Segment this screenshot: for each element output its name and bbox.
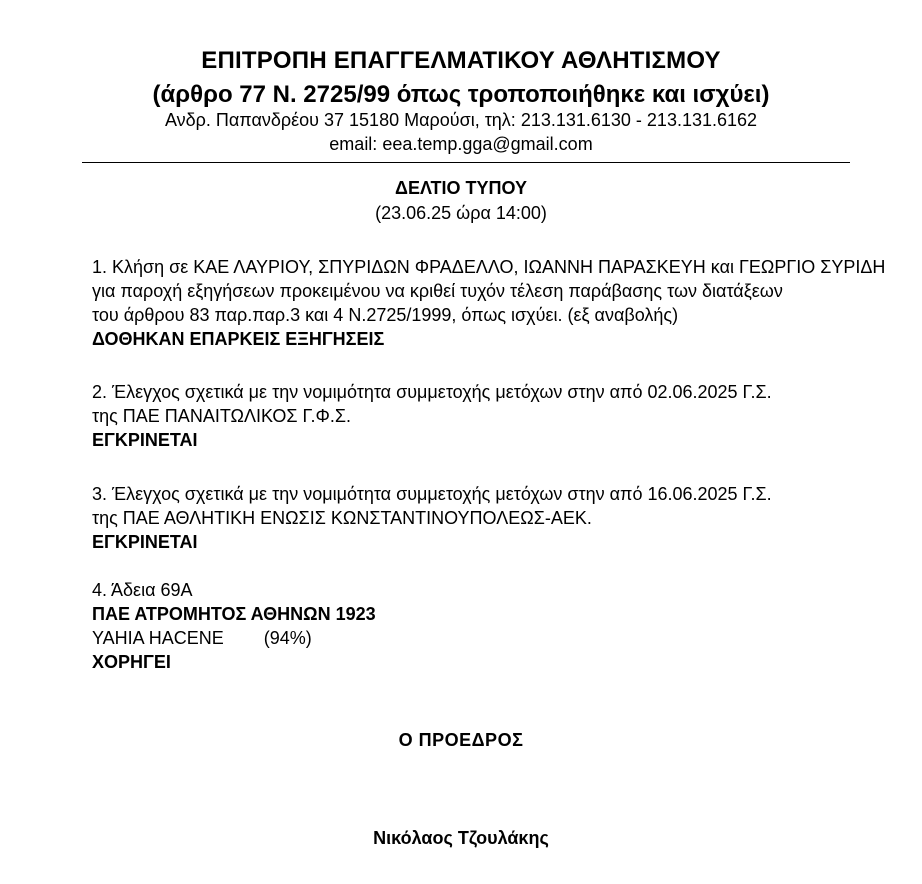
- agenda-item-1: [92, 255, 914, 351]
- item-text: του άρθρου 83 παρ.παρ.3 και 4 Ν.2725/1999, όπως ισχύει. (εξ αναβολής): [92, 305, 679, 325]
- item-person: YAHIA HACENE: [92, 628, 224, 648]
- press-release-title: ΔΕΛΤΙΟ ΤΥΠΟΥ: [395, 178, 527, 198]
- header-divider: [82, 162, 850, 163]
- item-text: της ΠΑΕ ΠΑΝΑΙΤΩΛΙΚΟΣ Γ.Φ.Σ.: [92, 406, 351, 426]
- item-decision: ΧΟΡΗΓΕΙ: [92, 652, 171, 672]
- item-text: 2. Έλεγχος σχετικά με την νομιμότητα συμμετοχής μετόχων στην από 02.06.2025 Γ.Σ.: [92, 382, 772, 402]
- signatory-role: Ο ΠΡΟΕΔΡΟΣ: [398, 730, 524, 750]
- organization-address: Ανδρ. Παπανδρέου 37 15180 Μαρούσι, τηλ: 213.131.6130 - 213.131.6162: [164, 110, 758, 130]
- agenda-item-4: [92, 578, 914, 674]
- press-release-date: (23.06.25 ώρα 14:00): [375, 203, 547, 223]
- item-decision: ΔΟΘΗΚΑΝ ΕΠΑΡΚΕΙΣ ΕΞΗΓΗΣΕΙΣ: [92, 329, 385, 349]
- organization-title: ΕΠΙΤΡΟΠΗ ΕΠΑΓΓΕΛΜΑΤΙΚΟΥ ΑΘΛΗΤΙΣΜΟΥ: [201, 47, 721, 74]
- organization-email: email: eea.temp.gga@gmail.com: [329, 134, 593, 154]
- agenda-item-2: [92, 380, 914, 452]
- signatory-name: Νικόλαος Τζουλάκης: [373, 828, 549, 848]
- item-text: για παροχή εξηγήσεων προκειμένου να κριθεί τυχόν τέλεση παράβασης των διατάξεων: [92, 281, 783, 301]
- organization-legal-basis: (άρθρο 77 Ν. 2725/99 όπως τροποποιήθηκε και ισχύει): [152, 81, 770, 108]
- item-decision: ΕΓΚΡΙΝΕΤΑΙ: [92, 430, 198, 450]
- item-text: 4. Άδεια 69Α: [92, 580, 193, 600]
- item-text: 1. Κλήση σε ΚΑΕ ΛΑΥΡΙΟΥ, ΣΠΥΡΙΔΩΝ ΦΡΑΔΕΛΛΟ, ΙΩΑΝΝΗ ΠΑΡΑΣΚΕΥΗ και ΓΕΩΡΓΙΟ ΣΥΡΙΔΗ: [92, 257, 886, 277]
- item-percent: (94%): [263, 628, 312, 648]
- agenda-item-3: [92, 482, 914, 554]
- item-person-row: [92, 626, 914, 650]
- item-decision: ΕΓΚΡΙΝΕΤΑΙ: [92, 532, 198, 552]
- item-text: 3. Έλεγχος σχετικά με την νομιμότητα συμμετοχής μετόχων στην από 16.06.2025 Γ.Σ.: [92, 484, 772, 504]
- item-club: ΠΑΕ ΑΤΡΟΜΗΤΟΣ ΑΘΗΝΩΝ 1923: [92, 604, 376, 624]
- item-text: της ΠΑΕ ΑΘΛΗΤΙΚΗ ΕΝΩΣΙΣ ΚΩΝΣΤΑΝΤΙΝΟΥΠΟΛΕΩΣ-ΑΕΚ.: [92, 508, 592, 528]
